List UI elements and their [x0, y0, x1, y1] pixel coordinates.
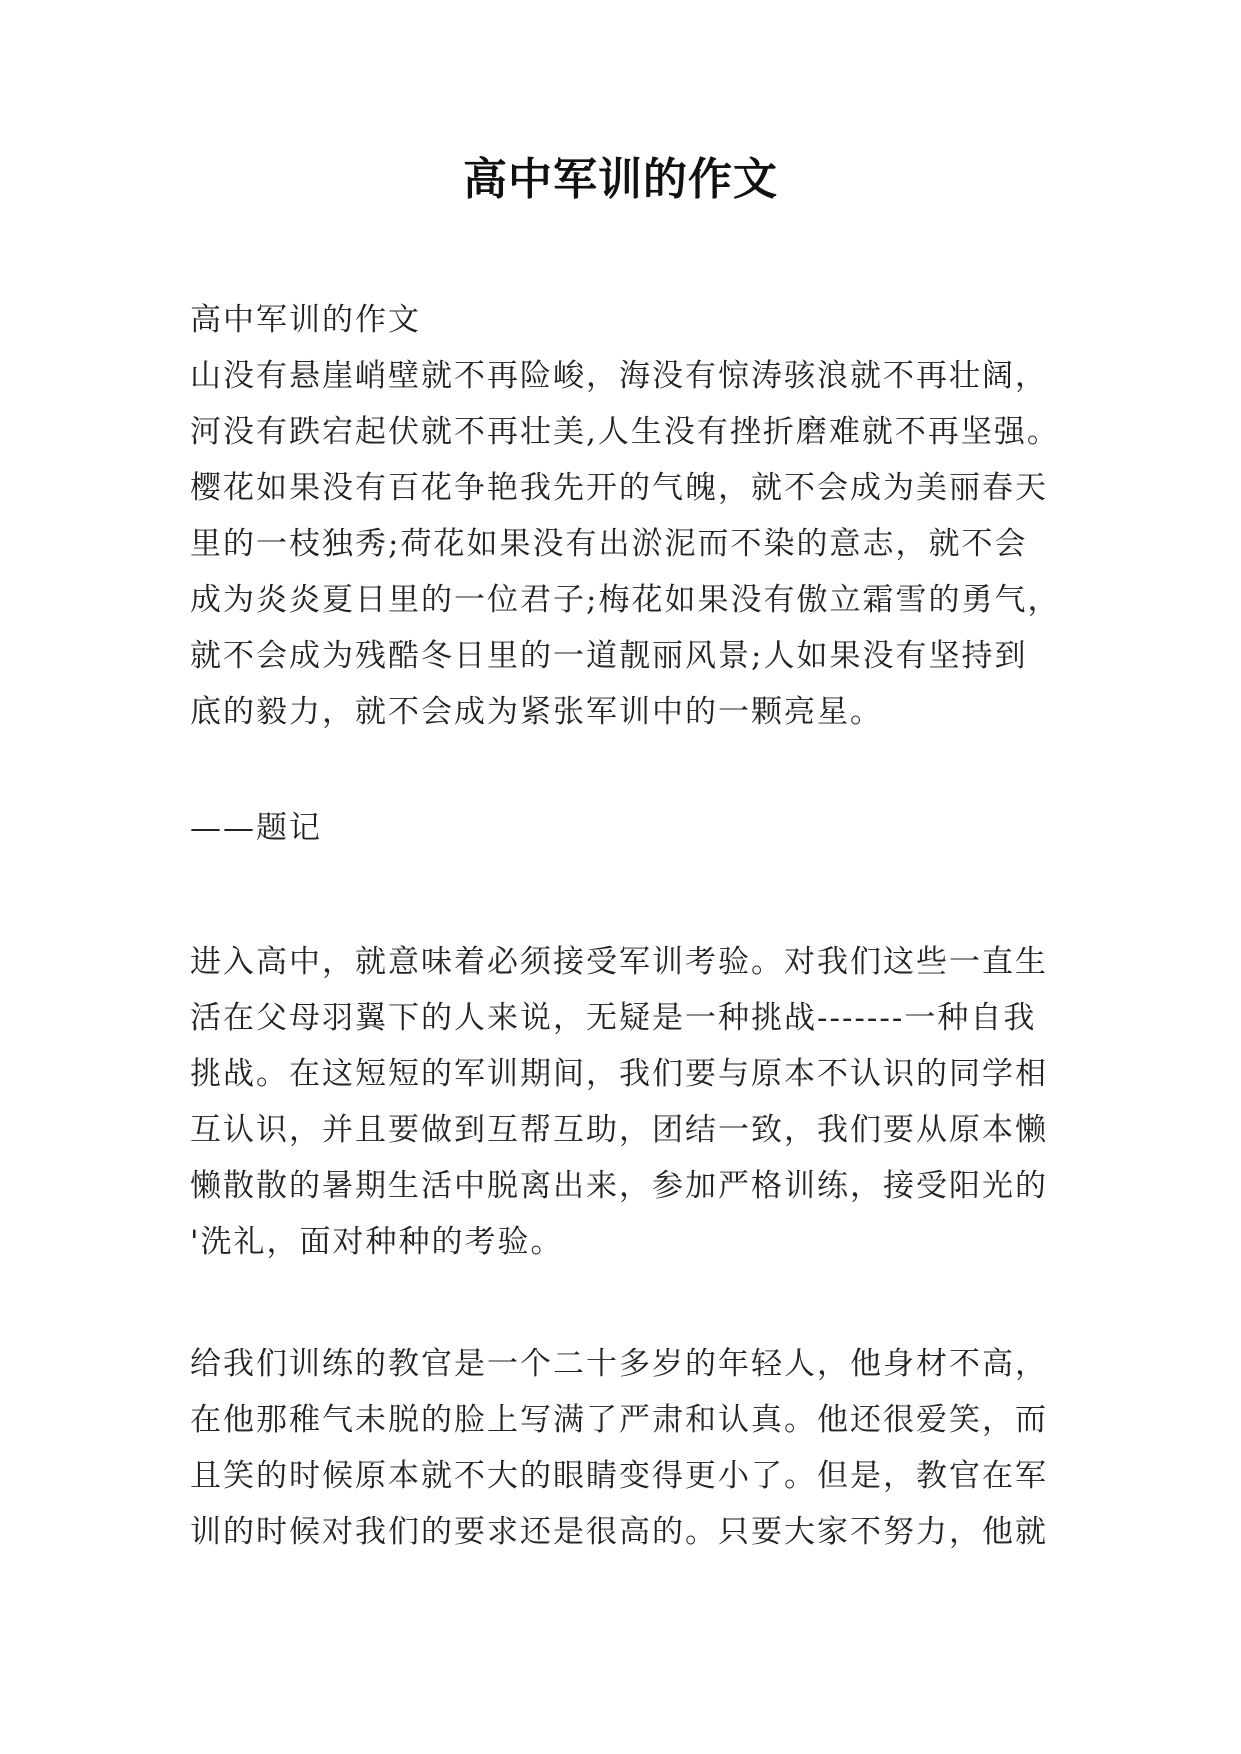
body-line: 在他那稚气未脱的脸上写满了严肃和认真。他还很爱笑，而	[190, 1402, 1048, 1438]
body-line: '洗礼，面对种种的考验。	[190, 1224, 564, 1260]
body-line: 训的时候对我们的要求还是很高的。只要大家不努力，他就	[190, 1514, 1048, 1550]
body-line: 挑战。在这短短的军训期间，我们要与原本不认识的同学相	[190, 1056, 1048, 1092]
body-line: 底的毅力，就不会成为紧张军训中的一颗亮星。	[190, 694, 883, 730]
body-line: 河没有跌宕起伏就不再壮美,人生没有挫折磨难就不再坚强。	[190, 414, 1060, 450]
document-title: 高中军训的作文	[463, 154, 778, 205]
body-line: 山没有悬崖峭壁就不再险峻，海没有惊涛骇浪就不再壮阔，	[190, 358, 1048, 394]
body-line: 成为炎炎夏日里的一位君子;梅花如果没有傲立霜雪的勇气，	[190, 582, 1061, 618]
body-line: 进入高中，就意味着必须接受军训考验。对我们这些一直生	[190, 944, 1048, 980]
body-line: 且笑的时候原本就不大的眼睛变得更小了。但是，教官在军	[190, 1458, 1048, 1494]
epigraph-attribution: ——题记	[190, 810, 322, 846]
body-line: 高中军训的作文	[190, 302, 421, 338]
body-line: 懒散散的暑期生活中脱离出来，参加严格训练，接受阳光的	[190, 1168, 1048, 1204]
body-line: 里的一枝独秀;荷花如果没有出淤泥而不染的意志，就不会	[190, 526, 1028, 562]
body-line: 活在父母羽翼下的人来说，无疑是一种挑战-------一种自我	[190, 1000, 1037, 1036]
body-line: 就不会成为残酷冬日里的一道靓丽风景;人如果没有坚持到	[190, 638, 1028, 674]
body-line: 给我们训练的教官是一个二十多岁的年轻人，他身材不高，	[190, 1346, 1048, 1382]
body-line: 互认识，并且要做到互帮互助，团结一致，我们要从原本懒	[190, 1112, 1048, 1148]
body-line: 樱花如果没有百花争艳我先开的气魄，就不会成为美丽春天	[190, 470, 1048, 506]
